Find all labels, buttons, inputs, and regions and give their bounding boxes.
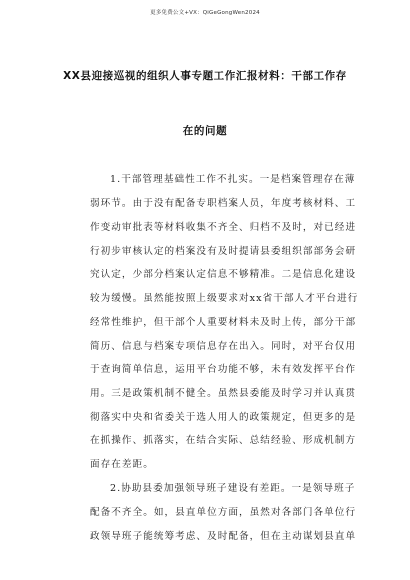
- body-line: 于查询简单信息，运用平台功能不够，未有效发挥平台作: [90, 364, 357, 375]
- body-line: 政领导班子能统筹考虑、及时配备，但在主动谋划县直单: [90, 531, 357, 542]
- body-line: 究认定，少部分档案认定信息不够精准。二是信息化建设: [90, 269, 357, 280]
- body-line: 1.干部管理基础性工作不扎实。一是档案管理存在薄: [110, 174, 356, 185]
- body-line: 2.协助县委加强领导班子建设有差距。一是领导班子: [110, 483, 356, 494]
- document-title-line-2: 在的问题: [182, 125, 228, 137]
- body-line: 配备不齐全。如，县直单位方面，虽然对各部门各单位行: [90, 507, 357, 518]
- body-line: 经常性维护，但干部个人重要材料未及时上传，部分干部: [90, 317, 357, 328]
- body-line: 简历、信息与档案专项信息存在出入。同时，对平台仅用: [90, 341, 357, 352]
- document-title-line-1: XX县迎接巡视的组织人事专题工作汇报材料：干部工作存: [63, 70, 347, 82]
- body-line: 用。三是政策机制不健全。虽然县委能及时学习并认真贯: [90, 388, 357, 399]
- body-line: 行初步审核认定的档案没有及时提请县委组织部部务会研: [90, 246, 357, 257]
- body-line: 作变动审批表等材料收集不齐全、归档不及时，对已经进: [90, 222, 357, 233]
- body-line: 弱环节。由于没有配备专职档案人员，年度考核材料、工: [90, 198, 357, 209]
- body-line: 彻落实中央和省委关于选人用人的政策规定，但更多的是: [90, 412, 357, 423]
- body-line: 较为缓慢。虽然能按照上级要求对xx省干部人才平台进行: [90, 293, 359, 304]
- body-line: 在抓操作、抓落实，在结合实际、总结经验、形成机制方: [90, 435, 357, 446]
- page-header: 更多免费公文+VX：QiGeGongWen2024: [150, 10, 260, 16]
- body-line: 面存在差距。: [90, 459, 154, 470]
